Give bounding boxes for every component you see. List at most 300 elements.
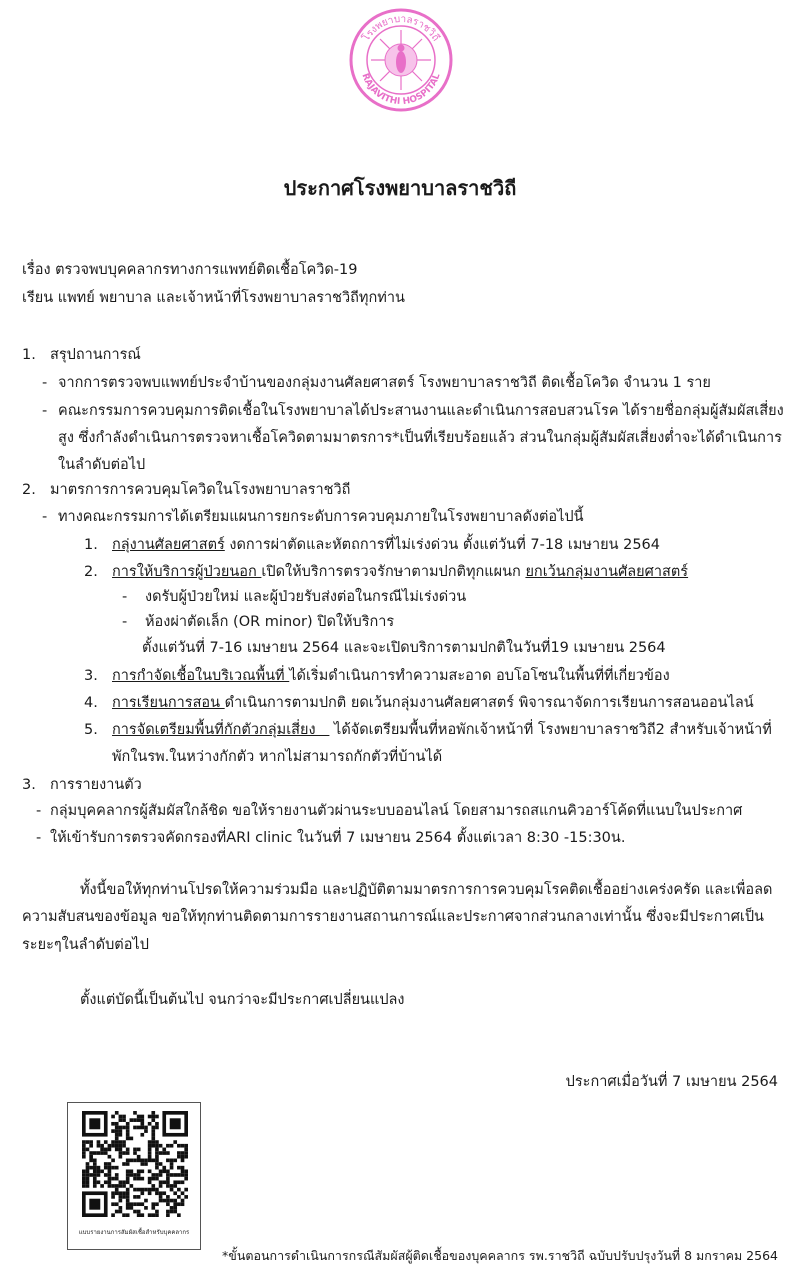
qr-module bbox=[151, 1137, 155, 1141]
qr-module bbox=[133, 1148, 137, 1152]
item-number: 1. bbox=[84, 537, 98, 553]
section-3-bullet-1: กลุ่มบุคคลากรผู้สัมผัสใกล้ชิด ขอให้รายงานตัวผ่านระบบออนไลน์ โดยสามารถสแกนคิวอาร์โค้ดที่แนบในประกาศ bbox=[50, 803, 743, 819]
qr-module bbox=[119, 1191, 123, 1195]
bullet-dash: - bbox=[122, 614, 128, 630]
qr-module bbox=[140, 1202, 144, 1206]
qr-module bbox=[177, 1166, 181, 1170]
qr-module bbox=[97, 1166, 101, 1170]
qr-module bbox=[137, 1177, 141, 1181]
qr-module bbox=[137, 1213, 141, 1217]
qr-module bbox=[104, 1140, 108, 1144]
qr-module bbox=[184, 1169, 188, 1173]
section-2-item-5 bbox=[112, 720, 772, 740]
qr-module bbox=[115, 1177, 119, 1181]
qr-module bbox=[137, 1169, 141, 1173]
qr-module bbox=[126, 1169, 130, 1173]
qr-module bbox=[97, 1151, 101, 1155]
qr-module bbox=[170, 1206, 174, 1210]
qr-module bbox=[97, 1180, 101, 1184]
qr-module bbox=[155, 1151, 159, 1155]
qr-module bbox=[184, 1188, 188, 1192]
hospital-logo-seal bbox=[349, 8, 453, 112]
qr-module bbox=[133, 1159, 137, 1163]
qr-module bbox=[148, 1159, 152, 1163]
qr-module bbox=[82, 1169, 86, 1173]
qr-module bbox=[86, 1184, 90, 1188]
qr-module bbox=[130, 1118, 134, 1122]
qr-module bbox=[93, 1151, 97, 1155]
qr-module bbox=[82, 1155, 86, 1159]
qr-module bbox=[159, 1151, 163, 1155]
qr-module bbox=[155, 1210, 159, 1214]
qr-module bbox=[126, 1151, 130, 1155]
qr-module bbox=[155, 1166, 159, 1170]
section-1-heading: สรุปถานการณ์ bbox=[50, 347, 141, 363]
section-2-item-5-cont: พักในรพ.ในหว่างกักตัว หากไม่สามารถกักตัวที่บ้านได้ bbox=[112, 749, 443, 765]
item-heading: การจัดเตรียมพื้นที่กักตัวกลุ่มเสี่ยง bbox=[112, 722, 330, 738]
footnote: *ขั้นตอนการดำเนินการกรณีสัมผัสผู้ติดเชื้อของบุคคลากร รพ.ราชวิถี ฉบับปรับปรุงวันที่ 8 มกราคม 2564 bbox=[222, 1248, 778, 1263]
item-heading: การกำจัดเชื้อในบริเวณพื้นที่ bbox=[112, 668, 290, 684]
qr-module bbox=[133, 1177, 137, 1181]
qr-module bbox=[115, 1140, 119, 1144]
qr-module bbox=[148, 1115, 152, 1119]
qr-module bbox=[137, 1159, 141, 1163]
qr-module bbox=[89, 1140, 93, 1144]
qr-module bbox=[177, 1188, 181, 1192]
qr-module bbox=[148, 1148, 152, 1152]
qr-module bbox=[148, 1140, 152, 1144]
qr-module bbox=[159, 1169, 163, 1173]
closing-line-1: ทั้งนี้ขอให้ทุกท่านโปรดให้ความร่วมมือ และปฏิบัติตามมาตรการการควบคุมโรคติดเชื้ออย่างเคร่งครัด และเพื่อลด bbox=[80, 882, 773, 898]
qr-module bbox=[122, 1213, 126, 1217]
qr-module bbox=[133, 1126, 137, 1130]
qr-module bbox=[166, 1180, 170, 1184]
qr-module bbox=[119, 1126, 123, 1130]
qr-module bbox=[155, 1159, 159, 1163]
qr-module bbox=[86, 1162, 90, 1166]
qr-code-card[interactable] bbox=[67, 1102, 201, 1250]
qr-module bbox=[162, 1191, 166, 1195]
closing-line-2: ความสับสนของข้อมูล ขอให้ทุกท่านติดตามการรายงานสถานการณ์และประกาศจากส่วนกลางเท่านั้น ซึ่งจะมีประกาศเป็น bbox=[22, 909, 764, 925]
qr-module bbox=[119, 1140, 123, 1144]
qr-module bbox=[100, 1184, 104, 1188]
qr-module bbox=[97, 1173, 101, 1177]
qr-module bbox=[181, 1191, 185, 1195]
qr-module bbox=[108, 1169, 112, 1173]
qr-module bbox=[119, 1129, 123, 1133]
qr-module bbox=[148, 1144, 152, 1148]
qr-module bbox=[104, 1180, 108, 1184]
qr-module bbox=[162, 1166, 166, 1170]
qr-module bbox=[86, 1140, 90, 1144]
qr-module bbox=[173, 1191, 177, 1195]
qr-module bbox=[155, 1144, 159, 1148]
qr-finder bbox=[170, 1118, 181, 1129]
qr-module bbox=[151, 1111, 155, 1115]
qr-module bbox=[184, 1144, 188, 1148]
qr-module bbox=[137, 1148, 141, 1152]
qr-module bbox=[140, 1159, 144, 1163]
qr-module bbox=[93, 1159, 97, 1163]
qr-module bbox=[184, 1177, 188, 1181]
qr-module bbox=[140, 1213, 144, 1217]
qr-module bbox=[155, 1115, 159, 1119]
item-text: ดำเนินการตามปกติ ยดเว้นกลุ่มงานศัลยศาสตร์ พิจารณาจัดการเรียนการสอนออนไลน์ bbox=[224, 695, 754, 711]
item-2-sub-1: งดรับผู้ป่วยใหม่ และผู้ป่วยรับส่งต่อในกรณีไม่เร่งด่วน bbox=[145, 589, 467, 605]
qr-module bbox=[137, 1115, 141, 1119]
qr-module bbox=[111, 1144, 115, 1148]
qr-module bbox=[86, 1169, 90, 1173]
qr-module bbox=[126, 1213, 130, 1217]
qr-module bbox=[148, 1180, 152, 1184]
qr-module bbox=[93, 1184, 97, 1188]
svg-text:โรงพยาบาลราชวิถี: โรงพยาบาลราชวิถี bbox=[360, 13, 442, 44]
qr-module bbox=[104, 1162, 108, 1166]
qr-module bbox=[93, 1177, 97, 1181]
qr-module bbox=[166, 1173, 170, 1177]
qr-module bbox=[151, 1159, 155, 1163]
qr-module bbox=[148, 1177, 152, 1181]
qr-finder bbox=[89, 1199, 100, 1210]
qr-module bbox=[155, 1148, 159, 1152]
qr-module bbox=[148, 1169, 152, 1173]
qr-module bbox=[181, 1166, 185, 1170]
announcement-date: ประกาศเมื่อวันที่ 7 เมษายน 2564 bbox=[565, 1074, 778, 1090]
qr-module bbox=[140, 1162, 144, 1166]
qr-module bbox=[133, 1188, 137, 1192]
qr-module bbox=[104, 1166, 108, 1170]
bullet-dash: - bbox=[42, 403, 48, 419]
qr-module bbox=[151, 1213, 155, 1217]
qr-module bbox=[126, 1202, 130, 1206]
qr-module bbox=[93, 1173, 97, 1177]
qr-module bbox=[155, 1202, 159, 1206]
qr-module bbox=[162, 1199, 166, 1203]
qr-module bbox=[173, 1206, 177, 1210]
qr-module bbox=[159, 1191, 163, 1195]
qr-module bbox=[126, 1137, 130, 1141]
qr-module bbox=[86, 1180, 90, 1184]
qr-module bbox=[97, 1144, 101, 1148]
qr-module bbox=[144, 1126, 148, 1130]
qr-module bbox=[89, 1159, 93, 1163]
closing-line-3: ระยะๆในลำดับต่อไป bbox=[22, 937, 149, 953]
qr-module bbox=[173, 1159, 177, 1163]
qr-module bbox=[170, 1162, 174, 1166]
qr-module bbox=[122, 1184, 126, 1188]
qr-module bbox=[140, 1126, 144, 1130]
qr-module bbox=[162, 1180, 166, 1184]
qr-module bbox=[166, 1144, 170, 1148]
qr-module bbox=[170, 1159, 174, 1163]
qr-module bbox=[170, 1173, 174, 1177]
qr-module bbox=[155, 1162, 159, 1166]
qr-module bbox=[100, 1148, 104, 1152]
qr-module bbox=[86, 1173, 90, 1177]
qr-module bbox=[130, 1202, 134, 1206]
qr-caption: แบบรายงานการสัมผัสเชื้อสำหรับบุคคลากร bbox=[78, 1229, 190, 1236]
qr-module bbox=[148, 1155, 152, 1159]
qr-module bbox=[111, 1213, 115, 1217]
qr-module bbox=[170, 1144, 174, 1148]
qr-module bbox=[151, 1206, 155, 1210]
qr-module bbox=[140, 1191, 144, 1195]
qr-module bbox=[177, 1173, 181, 1177]
qr-module bbox=[115, 1137, 119, 1141]
qr-module bbox=[162, 1148, 166, 1152]
section-1-bullet-2-line-3: ในลำดับต่อไป bbox=[58, 457, 146, 473]
effective-line: ตั้งแต่บัดนี้เป็นต้นไป จนกว่าจะมีประกาศเปลี่ยนแปลง bbox=[80, 992, 405, 1008]
qr-module bbox=[184, 1173, 188, 1177]
qr-module bbox=[133, 1202, 137, 1206]
qr-module bbox=[151, 1115, 155, 1119]
qr-module bbox=[108, 1148, 112, 1152]
qr-module bbox=[126, 1148, 130, 1152]
qr-module bbox=[162, 1169, 166, 1173]
qr-module bbox=[104, 1173, 108, 1177]
qr-module bbox=[100, 1144, 104, 1148]
qr-module bbox=[126, 1173, 130, 1177]
qr-module bbox=[119, 1118, 123, 1122]
qr-module bbox=[111, 1140, 115, 1144]
qr-module bbox=[173, 1210, 177, 1214]
qr-module bbox=[122, 1126, 126, 1130]
qr-module bbox=[111, 1191, 115, 1195]
qr-module bbox=[177, 1144, 181, 1148]
qr-module bbox=[111, 1177, 115, 1181]
section-2-item-2 bbox=[112, 562, 688, 582]
qr-module bbox=[133, 1118, 137, 1122]
qr-module bbox=[115, 1188, 119, 1192]
qr-module bbox=[155, 1173, 159, 1177]
page-title: ประกาศโรงพยาบาลราชวิถี bbox=[283, 176, 517, 200]
qr-module bbox=[115, 1148, 119, 1152]
qr-module bbox=[181, 1144, 185, 1148]
qr-module bbox=[115, 1144, 119, 1148]
qr-module bbox=[122, 1151, 126, 1155]
qr-module bbox=[126, 1129, 130, 1133]
qr-module bbox=[173, 1202, 177, 1206]
qr-module bbox=[133, 1151, 137, 1155]
qr-module bbox=[162, 1151, 166, 1155]
item-heading: การเรียนการสอน bbox=[112, 695, 225, 711]
qr-module bbox=[115, 1133, 119, 1137]
qr-module bbox=[184, 1195, 188, 1199]
qr-module bbox=[166, 1151, 170, 1155]
qr-module bbox=[119, 1210, 123, 1214]
bullet-dash: - bbox=[122, 589, 128, 605]
qr-module bbox=[82, 1173, 86, 1177]
qr-module bbox=[177, 1155, 181, 1159]
qr-module bbox=[108, 1180, 112, 1184]
qr-module bbox=[86, 1166, 90, 1170]
qr-module bbox=[184, 1155, 188, 1159]
qr-module bbox=[133, 1195, 137, 1199]
qr-module bbox=[108, 1184, 112, 1188]
qr-module bbox=[173, 1173, 177, 1177]
qr-module bbox=[122, 1118, 126, 1122]
qr-module bbox=[181, 1202, 185, 1206]
qr-module bbox=[115, 1173, 119, 1177]
qr-module bbox=[122, 1140, 126, 1144]
qr-module bbox=[111, 1129, 115, 1133]
qr-module bbox=[173, 1199, 177, 1203]
qr-module bbox=[181, 1151, 185, 1155]
qr-module bbox=[148, 1213, 152, 1217]
qr-module bbox=[82, 1151, 86, 1155]
qr-module bbox=[119, 1199, 123, 1203]
qr-module bbox=[115, 1202, 119, 1206]
qr-module bbox=[140, 1122, 144, 1126]
qr-module bbox=[100, 1169, 104, 1173]
item-text: เปิดให้บริการตรวจรักษาตามปกติทุกแผนก bbox=[261, 564, 526, 580]
qr-module bbox=[108, 1166, 112, 1170]
qr-module bbox=[82, 1148, 86, 1152]
qr-module bbox=[93, 1180, 97, 1184]
qr-module bbox=[115, 1126, 119, 1130]
qr-module bbox=[126, 1162, 130, 1166]
qr-module bbox=[119, 1180, 123, 1184]
qr-module bbox=[122, 1191, 126, 1195]
qr-module bbox=[115, 1210, 119, 1214]
qr-module bbox=[140, 1188, 144, 1192]
qr-module bbox=[159, 1199, 163, 1203]
qr-module bbox=[144, 1199, 148, 1203]
qr-module bbox=[173, 1140, 177, 1144]
qr-module bbox=[115, 1111, 119, 1115]
qr-module bbox=[137, 1195, 141, 1199]
qr-module bbox=[170, 1184, 174, 1188]
qr-module bbox=[97, 1140, 101, 1144]
qr-module bbox=[148, 1191, 152, 1195]
qr-module bbox=[166, 1159, 170, 1163]
qr-module bbox=[119, 1184, 123, 1188]
qr-module bbox=[181, 1155, 185, 1159]
item-heading: การให้บริการผู้ป่วยนอก bbox=[112, 564, 262, 580]
qr-module bbox=[181, 1169, 185, 1173]
qr-module bbox=[140, 1118, 144, 1122]
section-3-heading: การรายงานตัว bbox=[50, 777, 142, 793]
qr-module bbox=[122, 1115, 126, 1119]
item-number: 5. bbox=[84, 722, 98, 738]
qr-module bbox=[111, 1115, 115, 1119]
qr-module bbox=[159, 1144, 163, 1148]
item-text: งดการผ่าตัดและหัตถการที่ไม่เร่งด่วน ตั้งแต่วันที่ 7-18 เมษายน 2564 bbox=[224, 537, 661, 553]
qr-module bbox=[151, 1177, 155, 1181]
section-2-item-4 bbox=[112, 693, 754, 713]
section-1-number: 1. bbox=[22, 347, 36, 363]
qr-module bbox=[151, 1118, 155, 1122]
qr-module bbox=[144, 1159, 148, 1163]
qr-module bbox=[89, 1144, 93, 1148]
item-text: ได้จัดเตรียมพื้นที่หอพักเจ้าหน้าที่ โรงพยาบาลราชวิถี2 สำหรับเจ้าหน้าที่ bbox=[329, 722, 772, 738]
qr-module bbox=[155, 1177, 159, 1181]
bullet-dash: - bbox=[42, 509, 48, 525]
qr-module bbox=[155, 1213, 159, 1217]
qr-module bbox=[144, 1206, 148, 1210]
bullet-dash: - bbox=[36, 803, 42, 819]
qr-code[interactable] bbox=[82, 1111, 188, 1217]
item-heading: กลุ่งานศัลยศาสตร์ bbox=[112, 537, 225, 553]
qr-module bbox=[119, 1144, 123, 1148]
qr-module bbox=[111, 1122, 115, 1126]
qr-module bbox=[144, 1162, 148, 1166]
qr-module bbox=[104, 1151, 108, 1155]
qr-module bbox=[126, 1180, 130, 1184]
section-1-bullet-1: จากการตรวจพบแพทย์ประจำบ้านของกลุ่มงานศัลยศาสตร์ โรงพยาบาลราชวิถี ติดเชื้อโควิด จำนวน 1 ราย bbox=[58, 375, 711, 391]
qr-module bbox=[108, 1144, 112, 1148]
qr-module bbox=[151, 1129, 155, 1133]
qr-module bbox=[97, 1169, 101, 1173]
qr-module bbox=[126, 1177, 130, 1181]
section-2-heading: มาตรการการควบคุมโควิดในโรงพยาบาลราชวิถี bbox=[50, 482, 351, 498]
qr-module bbox=[159, 1180, 163, 1184]
qr-module bbox=[159, 1195, 163, 1199]
section-2-number: 2. bbox=[22, 482, 36, 498]
qr-module bbox=[155, 1188, 159, 1192]
section-1-bullet-2-line-2: สูง ซึ่งกำลังดำเนินการตรวจหาเชื้อโควิดตามมาตรการ*เป็นที่เรียบร้อยแล้ว ส่วนในกลุ่มผู้สัมผัสเสี่ยงต่ำจะได้ดำเนินการ bbox=[58, 430, 782, 446]
qr-module bbox=[119, 1195, 123, 1199]
qr-module bbox=[133, 1173, 137, 1177]
section-3-bullet-2: ให้เข้ารับการตรวจคัดกรองที่ARI clinic ในวันที่ 7 เมษายน 2564 ตั้งแต่เวลา 8:30 -15:30น. bbox=[50, 830, 626, 846]
qr-module bbox=[82, 1144, 86, 1148]
qr-module bbox=[155, 1126, 159, 1130]
qr-module bbox=[181, 1173, 185, 1177]
qr-module bbox=[133, 1111, 137, 1115]
section-2-item-3 bbox=[112, 666, 670, 686]
qr-module bbox=[177, 1213, 181, 1217]
qr-module bbox=[177, 1180, 181, 1184]
qr-module bbox=[155, 1140, 159, 1144]
qr-module bbox=[119, 1115, 123, 1119]
qr-module bbox=[130, 1159, 134, 1163]
qr-module bbox=[119, 1148, 123, 1152]
qr-module bbox=[173, 1184, 177, 1188]
qr-module bbox=[82, 1180, 86, 1184]
qr-module bbox=[159, 1162, 163, 1166]
qr-module bbox=[177, 1202, 181, 1206]
qr-module bbox=[115, 1184, 119, 1188]
qr-module bbox=[140, 1133, 144, 1137]
qr-module bbox=[100, 1151, 104, 1155]
section-2-item-1 bbox=[112, 535, 660, 555]
qr-module bbox=[137, 1173, 141, 1177]
qr-module bbox=[159, 1184, 163, 1188]
svg-text:RAJAVITHI HOSPITAL: RAJAVITHI HOSPITAL bbox=[359, 72, 443, 108]
qr-module bbox=[177, 1151, 181, 1155]
qr-module bbox=[86, 1148, 90, 1152]
item-2-sub-3: ตั้งแต่วันที่ 7-16 เมษายน 2564 และจะเปิดบริการตามปกติในวันที่19 เมษายน 2564 bbox=[142, 640, 666, 656]
qr-module bbox=[122, 1144, 126, 1148]
qr-module bbox=[166, 1202, 170, 1206]
section-3-number: 3. bbox=[22, 777, 36, 793]
qr-module bbox=[86, 1177, 90, 1181]
qr-module bbox=[137, 1126, 141, 1130]
qr-module bbox=[148, 1122, 152, 1126]
qr-module bbox=[151, 1202, 155, 1206]
qr-module bbox=[130, 1184, 134, 1188]
qr-module bbox=[111, 1195, 115, 1199]
qr-module bbox=[126, 1133, 130, 1137]
qr-module bbox=[126, 1126, 130, 1130]
qr-module bbox=[148, 1188, 152, 1192]
qr-module bbox=[122, 1195, 126, 1199]
qr-module bbox=[119, 1206, 123, 1210]
qr-module bbox=[151, 1140, 155, 1144]
qr-module bbox=[108, 1177, 112, 1181]
section-1-bullet-2-line-1: คณะกรรมการควบคุมการติดเชื้อในโรงพยาบาลได้ประสานงานและดำเนินการสอบสวนโรค ได้รายชื่อกลุ่มผู้สัมผัสเสี่ยง bbox=[58, 403, 784, 419]
qr-module bbox=[155, 1191, 159, 1195]
